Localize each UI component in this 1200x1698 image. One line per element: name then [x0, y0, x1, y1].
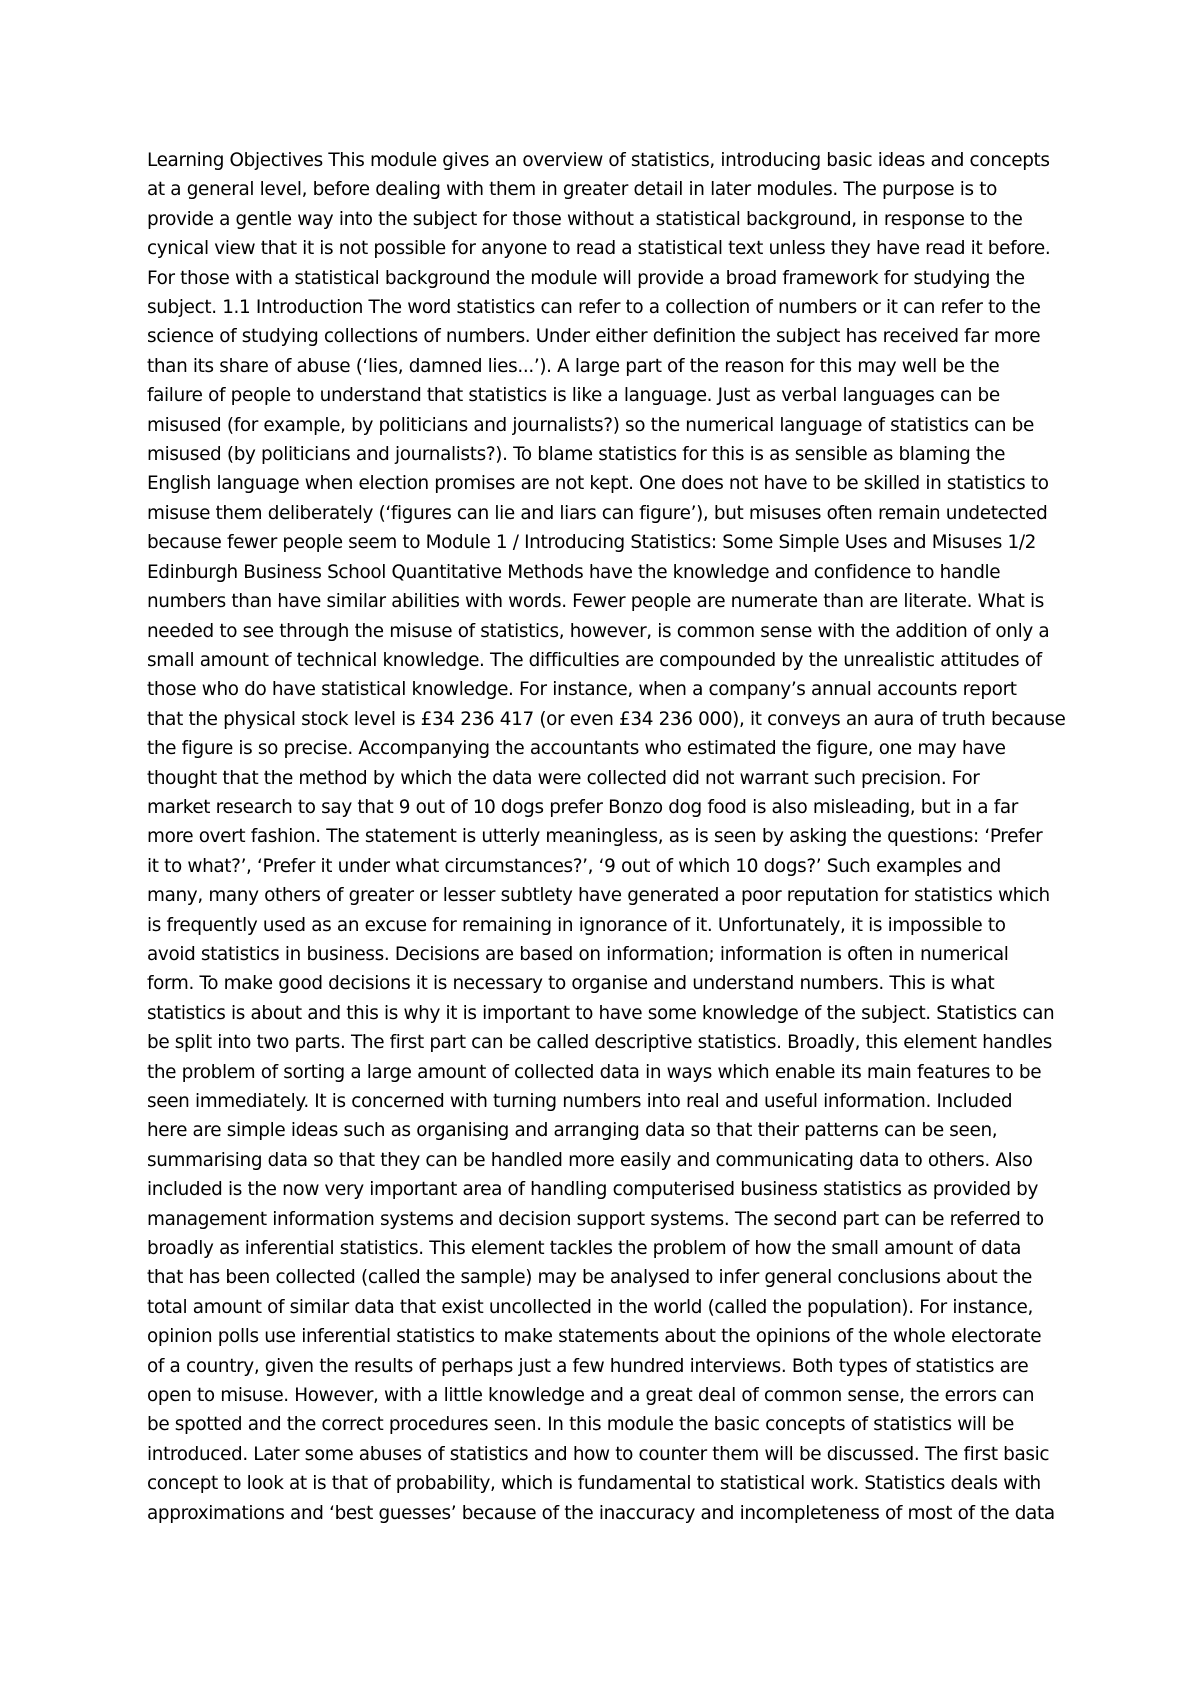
- text-line: it to what?’, ‘Prefer it under what circumstances?’, ‘9 out of which 10 dogs?’ Such examples and: [147, 855, 1001, 877]
- text-line: at a general level, before dealing with them in greater detail in later modules. The purpose is to: [147, 179, 998, 201]
- text-line: subject. 1.1 Introduction The word statistics can refer to a collection of numbers or it can refer to the: [147, 297, 1041, 319]
- text-line: the problem of sorting a large amount of collected data in ways which enable its main features to be: [147, 1061, 1042, 1083]
- text-line: needed to see through the misuse of statistics, however, is common sense with the addition of only a: [147, 620, 1050, 642]
- text-line: that the physical stock level is £34 236 417 (or even £34 236 000), it conveys an aura of truth because: [147, 708, 1066, 730]
- text-line: be split into two parts. The first part can be called descriptive statistics. Broadly, this element handles: [147, 1032, 1052, 1054]
- text-line: more overt fashion. The statement is utterly meaningless, as is seen by asking the questions: ‘Prefer: [147, 826, 1043, 848]
- text-line: open to misuse. However, with a little knowledge and a great deal of common sense, the errors can: [147, 1385, 1035, 1407]
- text-line: English language when election promises are not kept. One does not have to be skilled in statistics to: [147, 473, 1049, 495]
- text-line: summarising data so that they can be handled more easily and communicating data to others. Also: [147, 1149, 1033, 1171]
- text-line: here are simple ideas such as organising and arranging data so that their patterns can be seen,: [147, 1120, 998, 1142]
- text-line: many, many others of greater or lesser subtlety have generated a poor reputation for statistics which: [147, 885, 1050, 907]
- text-line: provide a gentle way into the subject for those without a statistical background, in response to the: [147, 208, 1023, 230]
- text-line: total amount of similar data that exist uncollected in the world (called the population). For instance,: [147, 1296, 1033, 1318]
- text-line: than its share of abuse (‘lies, damned lies...’). A large part of the reason for this may well be the: [147, 355, 1000, 377]
- text-line: cynical view that it is not possible for anyone to read a statistical text unless they have read it before.: [147, 238, 1051, 260]
- text-line: be spotted and the correct procedures seen. In this module the basic concepts of statistics will be: [147, 1414, 1015, 1436]
- text-line: because fewer people seem to Module 1 / Introducing Statistics: Some Simple Uses and Misuses 1/2: [147, 532, 1037, 554]
- text-line: those who do have statistical knowledge. For instance, when a company’s annual accounts report: [147, 679, 1017, 701]
- text-line: Edinburgh Business School Quantitative Methods have the knowledge and confidence to handle: [147, 561, 1001, 583]
- text-line: misuse them deliberately (‘figures can lie and liars can figure’), but misuses often remain undetected: [147, 502, 1048, 524]
- text-line: that has been collected (called the sample) may be analysed to infer general conclusions about the: [147, 1267, 1032, 1289]
- text-line: of a country, given the results of perhaps just a few hundred interviews. Both types of statistics are: [147, 1355, 1029, 1377]
- text-line: science of studying collections of numbers. Under either definition the subject has received far more: [147, 326, 1041, 348]
- text-line: misused (by politicians and journalists?). To blame statistics for this is as sensible as blaming the: [147, 444, 1006, 466]
- text-line: numbers than have similar abilities with words. Fewer people are numerate than are literate. What is: [147, 591, 1045, 613]
- text-line: management information systems and decision support systems. The second part can be referred to: [147, 1208, 1044, 1230]
- text-line: seen immediately. It is concerned with turning numbers into real and useful information. Included: [147, 1091, 1013, 1112]
- text-line: small amount of technical knowledge. The difficulties are compounded by the unrealistic attitudes of: [147, 649, 1042, 671]
- text-line: concept to look at is that of probability, which is fundamental to statistical work. Statistics deals with: [147, 1473, 1041, 1495]
- text-line: opinion polls use inferential statistics to make statements about the opinions of the whole electorate: [147, 1326, 1042, 1348]
- text-line: failure of people to understand that statistics is like a language. Just as verbal languages can be: [147, 385, 1000, 407]
- text-line: market research to say that 9 out of 10 dogs prefer Bonzo dog food is also misleading, but in a far: [147, 796, 1018, 818]
- text-line: avoid statistics in business. Decisions are based on information; information is often in numerical: [147, 943, 1009, 965]
- text-line: statistics is about and this is why it is important to have some knowledge of the subject. Statistics can: [147, 1002, 1055, 1024]
- text-line: For those with a statistical background the module will provide a broad framework for studying the: [147, 267, 1025, 289]
- text-line: is frequently used as an excuse for remaining in ignorance of it. Unfortunately, it is impossible to: [147, 914, 1006, 936]
- text-line: approximations and ‘best guesses’ because of the inaccuracy and incompleteness of most of the data: [147, 1502, 1055, 1524]
- text-line: broadly as inferential statistics. This element tackles the problem of how the small amount of data: [147, 1238, 1021, 1260]
- text-line: form. To make good decisions it is necessary to organise and understand numbers. This is what: [147, 973, 995, 995]
- text-line: included is the now very important area of handling computerised business statistics as provided by: [147, 1179, 1039, 1201]
- text-line: thought that the method by which the data were collected did not warrant such precision. For: [147, 767, 980, 789]
- text-line: the figure is so precise. Accompanying the accountants who estimated the figure, one may have: [147, 738, 1006, 760]
- body-text: [147, 146, 1087, 1528]
- text-line: introduced. Later some abuses of statistics and how to counter them will be discussed. The first basic: [147, 1443, 1050, 1465]
- text-line: Learning Objectives This module gives an overview of statistics, introducing basic ideas and concepts: [147, 150, 1050, 171]
- text-line: misused (for example, by politicians and journalists?) so the numerical language of statistics can be: [147, 414, 1034, 436]
